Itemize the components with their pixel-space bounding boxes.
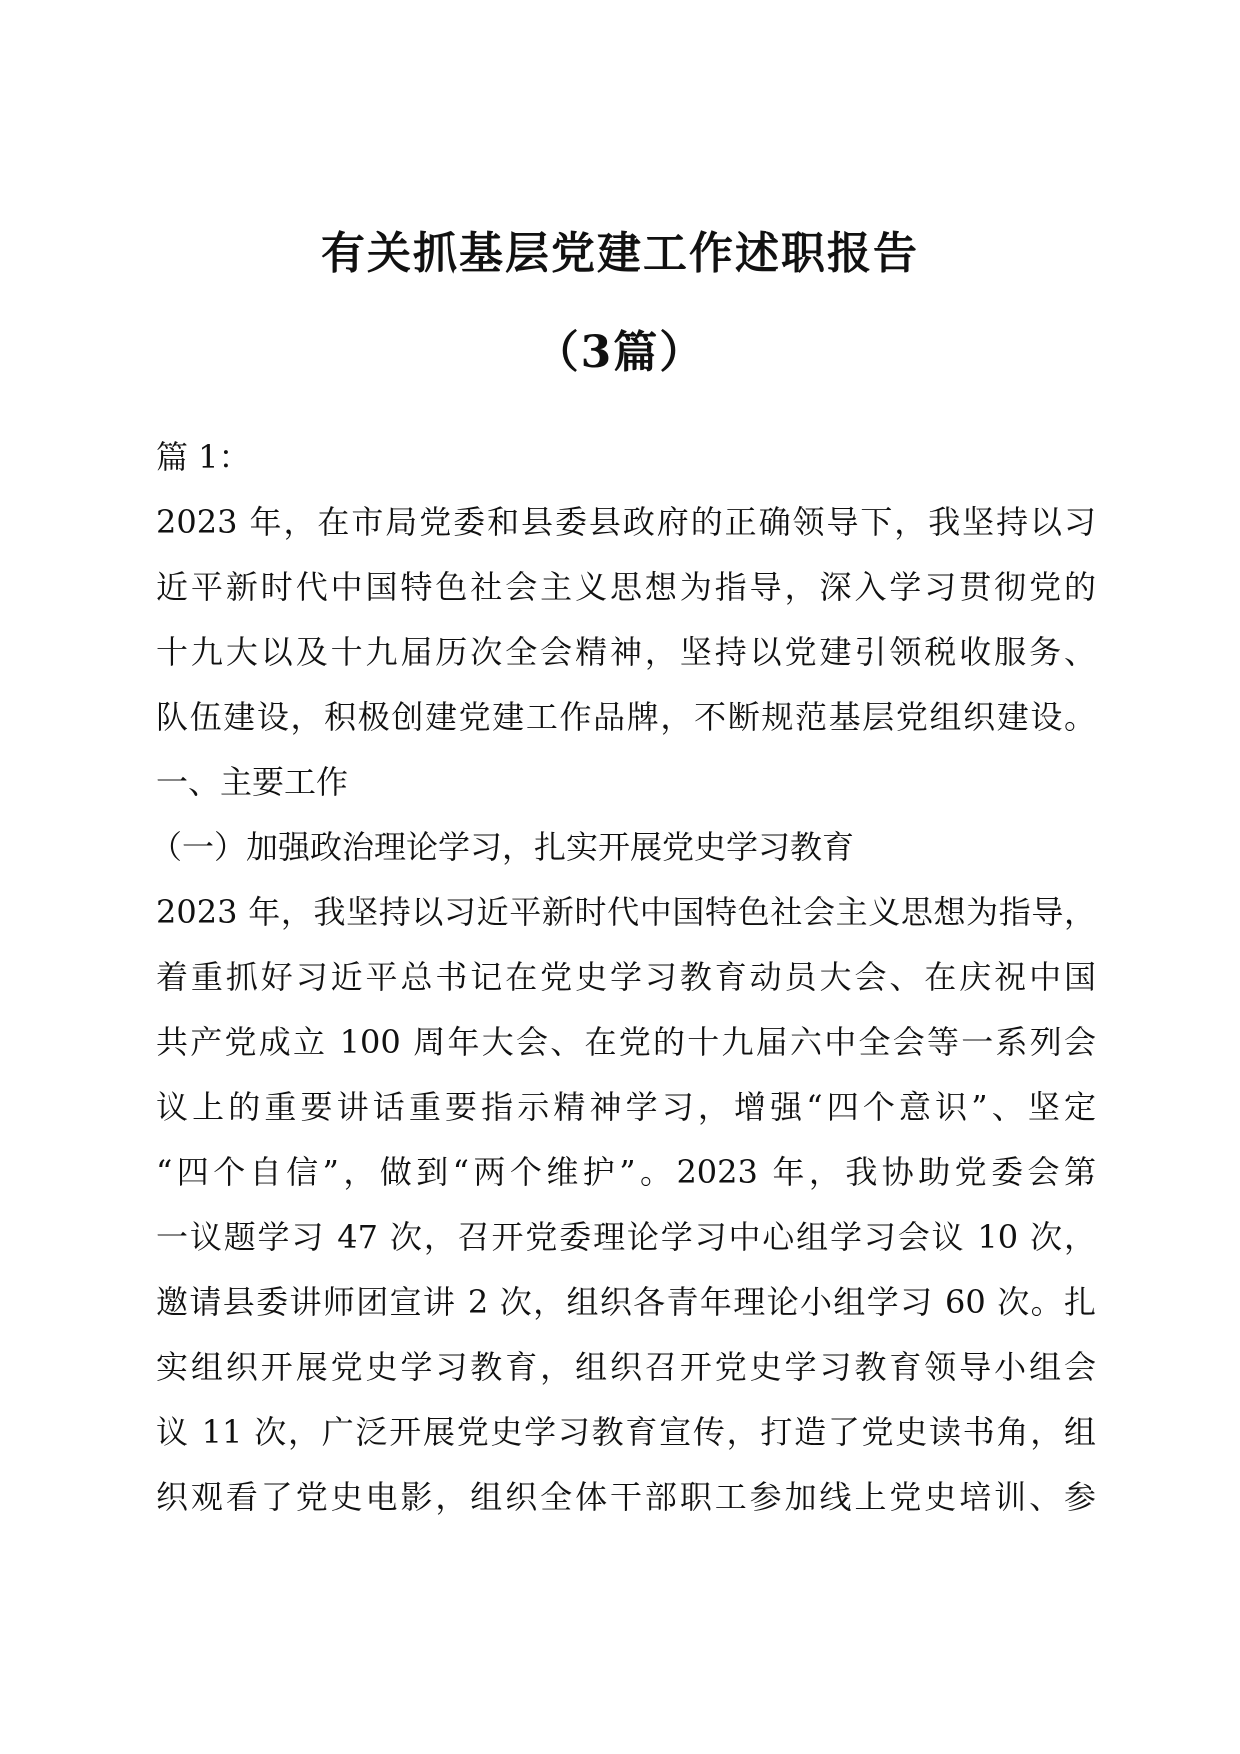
text-line: 实组织开展党史学习教育，组织召开党史学习教育领导小组会 bbox=[156, 1348, 1096, 1386]
text-line: 篇 1： bbox=[156, 438, 251, 476]
text-line: 十九大以及十九届历次全会精神，坚持以党建引领税收服务、 bbox=[156, 633, 1096, 671]
text-line: “四个自信”，做到“两个维护”。2023 年，我协助党委会第 bbox=[156, 1153, 1096, 1191]
document-title: 有关抓基层党建工作述职报告 bbox=[321, 228, 919, 279]
subsection-heading: （一）加强政治理论学习，扎实开展党史学习教育 bbox=[150, 828, 855, 866]
text-line: 着重抓好习近平总书记在党史学习教育动员大会、在庆祝中国 bbox=[156, 958, 1096, 996]
text-line: 织观看了党史电影，组织全体干部职工参加线上党史培训、参 bbox=[156, 1478, 1096, 1516]
text-line: 一议题学习 47 次，召开党委理论学习中心组学习会议 10 次， bbox=[156, 1218, 1096, 1256]
text-line: 邀请县委讲师团宣讲 2 次，组织各青年理论小组学习 60 次。扎 bbox=[156, 1283, 1096, 1321]
document-subtitle: （3篇） bbox=[534, 327, 706, 378]
text-line: 近平新时代中国特色社会主义思想为指导，深入学习贯彻党的 bbox=[156, 568, 1096, 606]
text-line: 议上的重要讲话重要指示精神学习，增强“四个意识”、坚定 bbox=[156, 1088, 1096, 1126]
text-line: 2023 年，在市局党委和县委县政府的正确领导下，我坚持以习 bbox=[156, 503, 1096, 541]
text-line: 共产党成立 100 周年大会、在党的十九届六中全会等一系列会 bbox=[156, 1023, 1096, 1061]
document-body bbox=[150, 425, 1096, 1530]
text-line: 议 11 次，广泛开展党史学习教育宣传，打造了党史读书角，组 bbox=[156, 1413, 1096, 1451]
text-line: 队伍建设，积极创建党建工作品牌，不断规范基层党组织建设。 bbox=[156, 698, 1096, 736]
section-heading: 一、主要工作 bbox=[156, 763, 349, 801]
text-line: 2023 年，我坚持以习近平新时代中国特色社会主义思想为指导， bbox=[156, 893, 1096, 931]
